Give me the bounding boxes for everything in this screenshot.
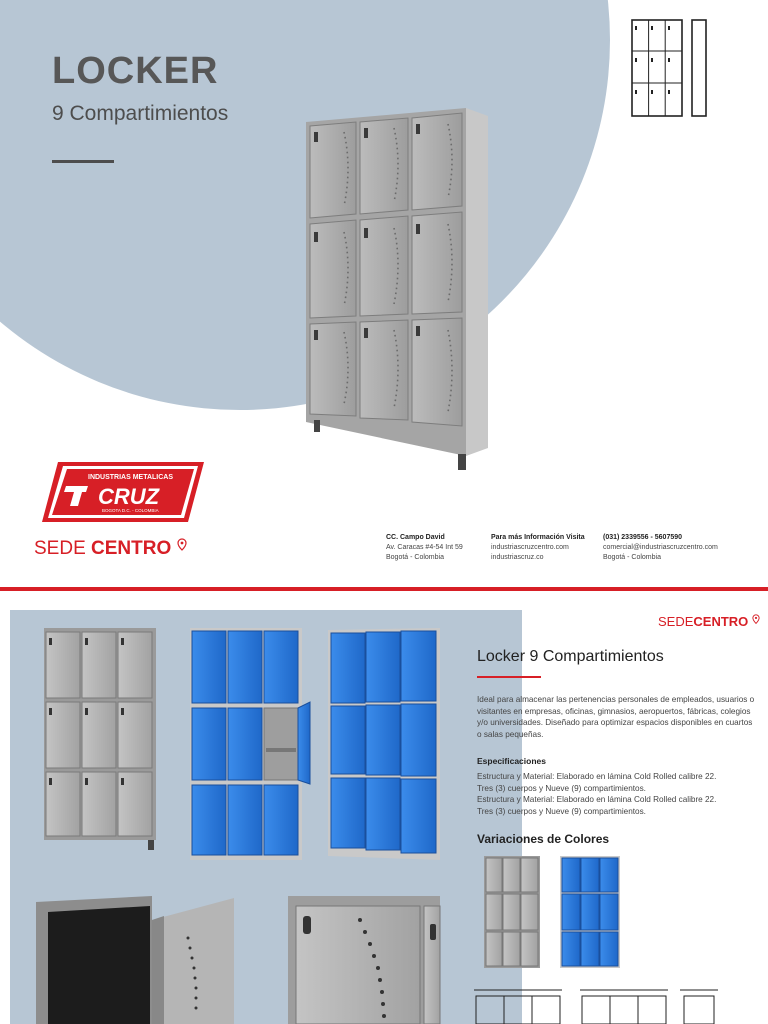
footer-info-heading: Para más Información Visita	[491, 534, 585, 541]
product-description: Ideal para almacenar las pertenencias personales de empleados, usuarios o visitantes en empresas, oficinas, gimnasios, aeropuertos, fábricas, colegios y/o universidades. Diseñado para optimizar espacios disponibles en cuartos o salas pequeñas.	[477, 695, 755, 739]
cruz-logo	[40, 460, 206, 526]
locker-blue-front	[328, 628, 440, 860]
svg-text:®: ®	[54, 507, 60, 514]
color-variations-heading: Variaciones de Colores	[477, 832, 610, 846]
page-title: LOCKER	[52, 50, 219, 92]
footer-email[interactable]: comercial@industriascruzcentro.com	[603, 544, 718, 551]
footer-phone: (031) 2339556 - 5607590	[603, 534, 683, 541]
footer-address-line2: Bogotá - Colombia	[386, 554, 444, 561]
color-variation-gray	[484, 856, 540, 968]
logo-tagline: INDUSTRIAS METALICAS	[88, 474, 174, 481]
dimension-drawings	[474, 990, 718, 1024]
locker-gray-front	[44, 628, 156, 850]
sede-centro-brand	[34, 538, 187, 560]
spec-line: Tres (3) cuerpos y Nueve (9) compartimientos.	[477, 806, 646, 816]
specifications-list	[477, 771, 759, 817]
product-title: Locker 9 Compartimientos	[477, 648, 664, 665]
footer-website-2[interactable]: industriascruz.co	[491, 554, 544, 561]
logo-name: CRUZ	[98, 484, 160, 509]
sede-prefix-small: SEDE	[658, 614, 694, 629]
footer-contact	[603, 533, 718, 563]
color-variation-blue	[560, 856, 620, 968]
title-divider	[52, 160, 114, 163]
locker-gray-illustration	[306, 108, 496, 478]
logo-location: BOGOTA D.C. - COLOMBIA	[102, 508, 159, 513]
sede-suffix-small: CENTRO	[693, 614, 749, 629]
spec-line: Estructura y Material: Elaborado en lámina Cold Rolled calibre 22.	[477, 772, 717, 781]
product-title-rule	[477, 676, 541, 678]
sede-centro-brand-small	[658, 614, 760, 629]
specifications-heading: Especificaciones	[477, 756, 546, 766]
location-pin-icon	[177, 538, 187, 552]
footer-info	[491, 533, 585, 563]
locker-door-closeup	[288, 896, 440, 1024]
locker-open-door-detail	[36, 896, 234, 1024]
spec-line: Estructura y Material: Elaborado en lámina Cold Rolled calibre 22.	[477, 795, 717, 804]
spec-line: Tres (3) cuerpos y Nueve (9) compartimientos.	[477, 783, 646, 793]
page-divider	[0, 587, 768, 591]
location-pin-icon	[752, 614, 760, 625]
footer-address-line1: Av. Caracas #4-54 Int 59	[386, 544, 463, 551]
footer-address-heading: CC. Campo David	[386, 534, 445, 541]
footer-city: Bogotá - Colombia	[603, 554, 661, 561]
locker-blue-open	[190, 628, 310, 860]
brochure-page-2	[0, 598, 768, 1024]
page-subtitle: 9 Compartimientos	[52, 102, 229, 125]
locker-line-diagram	[630, 18, 710, 120]
footer-address	[386, 533, 463, 563]
sede-suffix: CENTRO	[91, 538, 172, 559]
footer-website-1[interactable]: industriascruzcentro.com	[491, 544, 569, 551]
sede-prefix: SEDE	[34, 538, 86, 559]
